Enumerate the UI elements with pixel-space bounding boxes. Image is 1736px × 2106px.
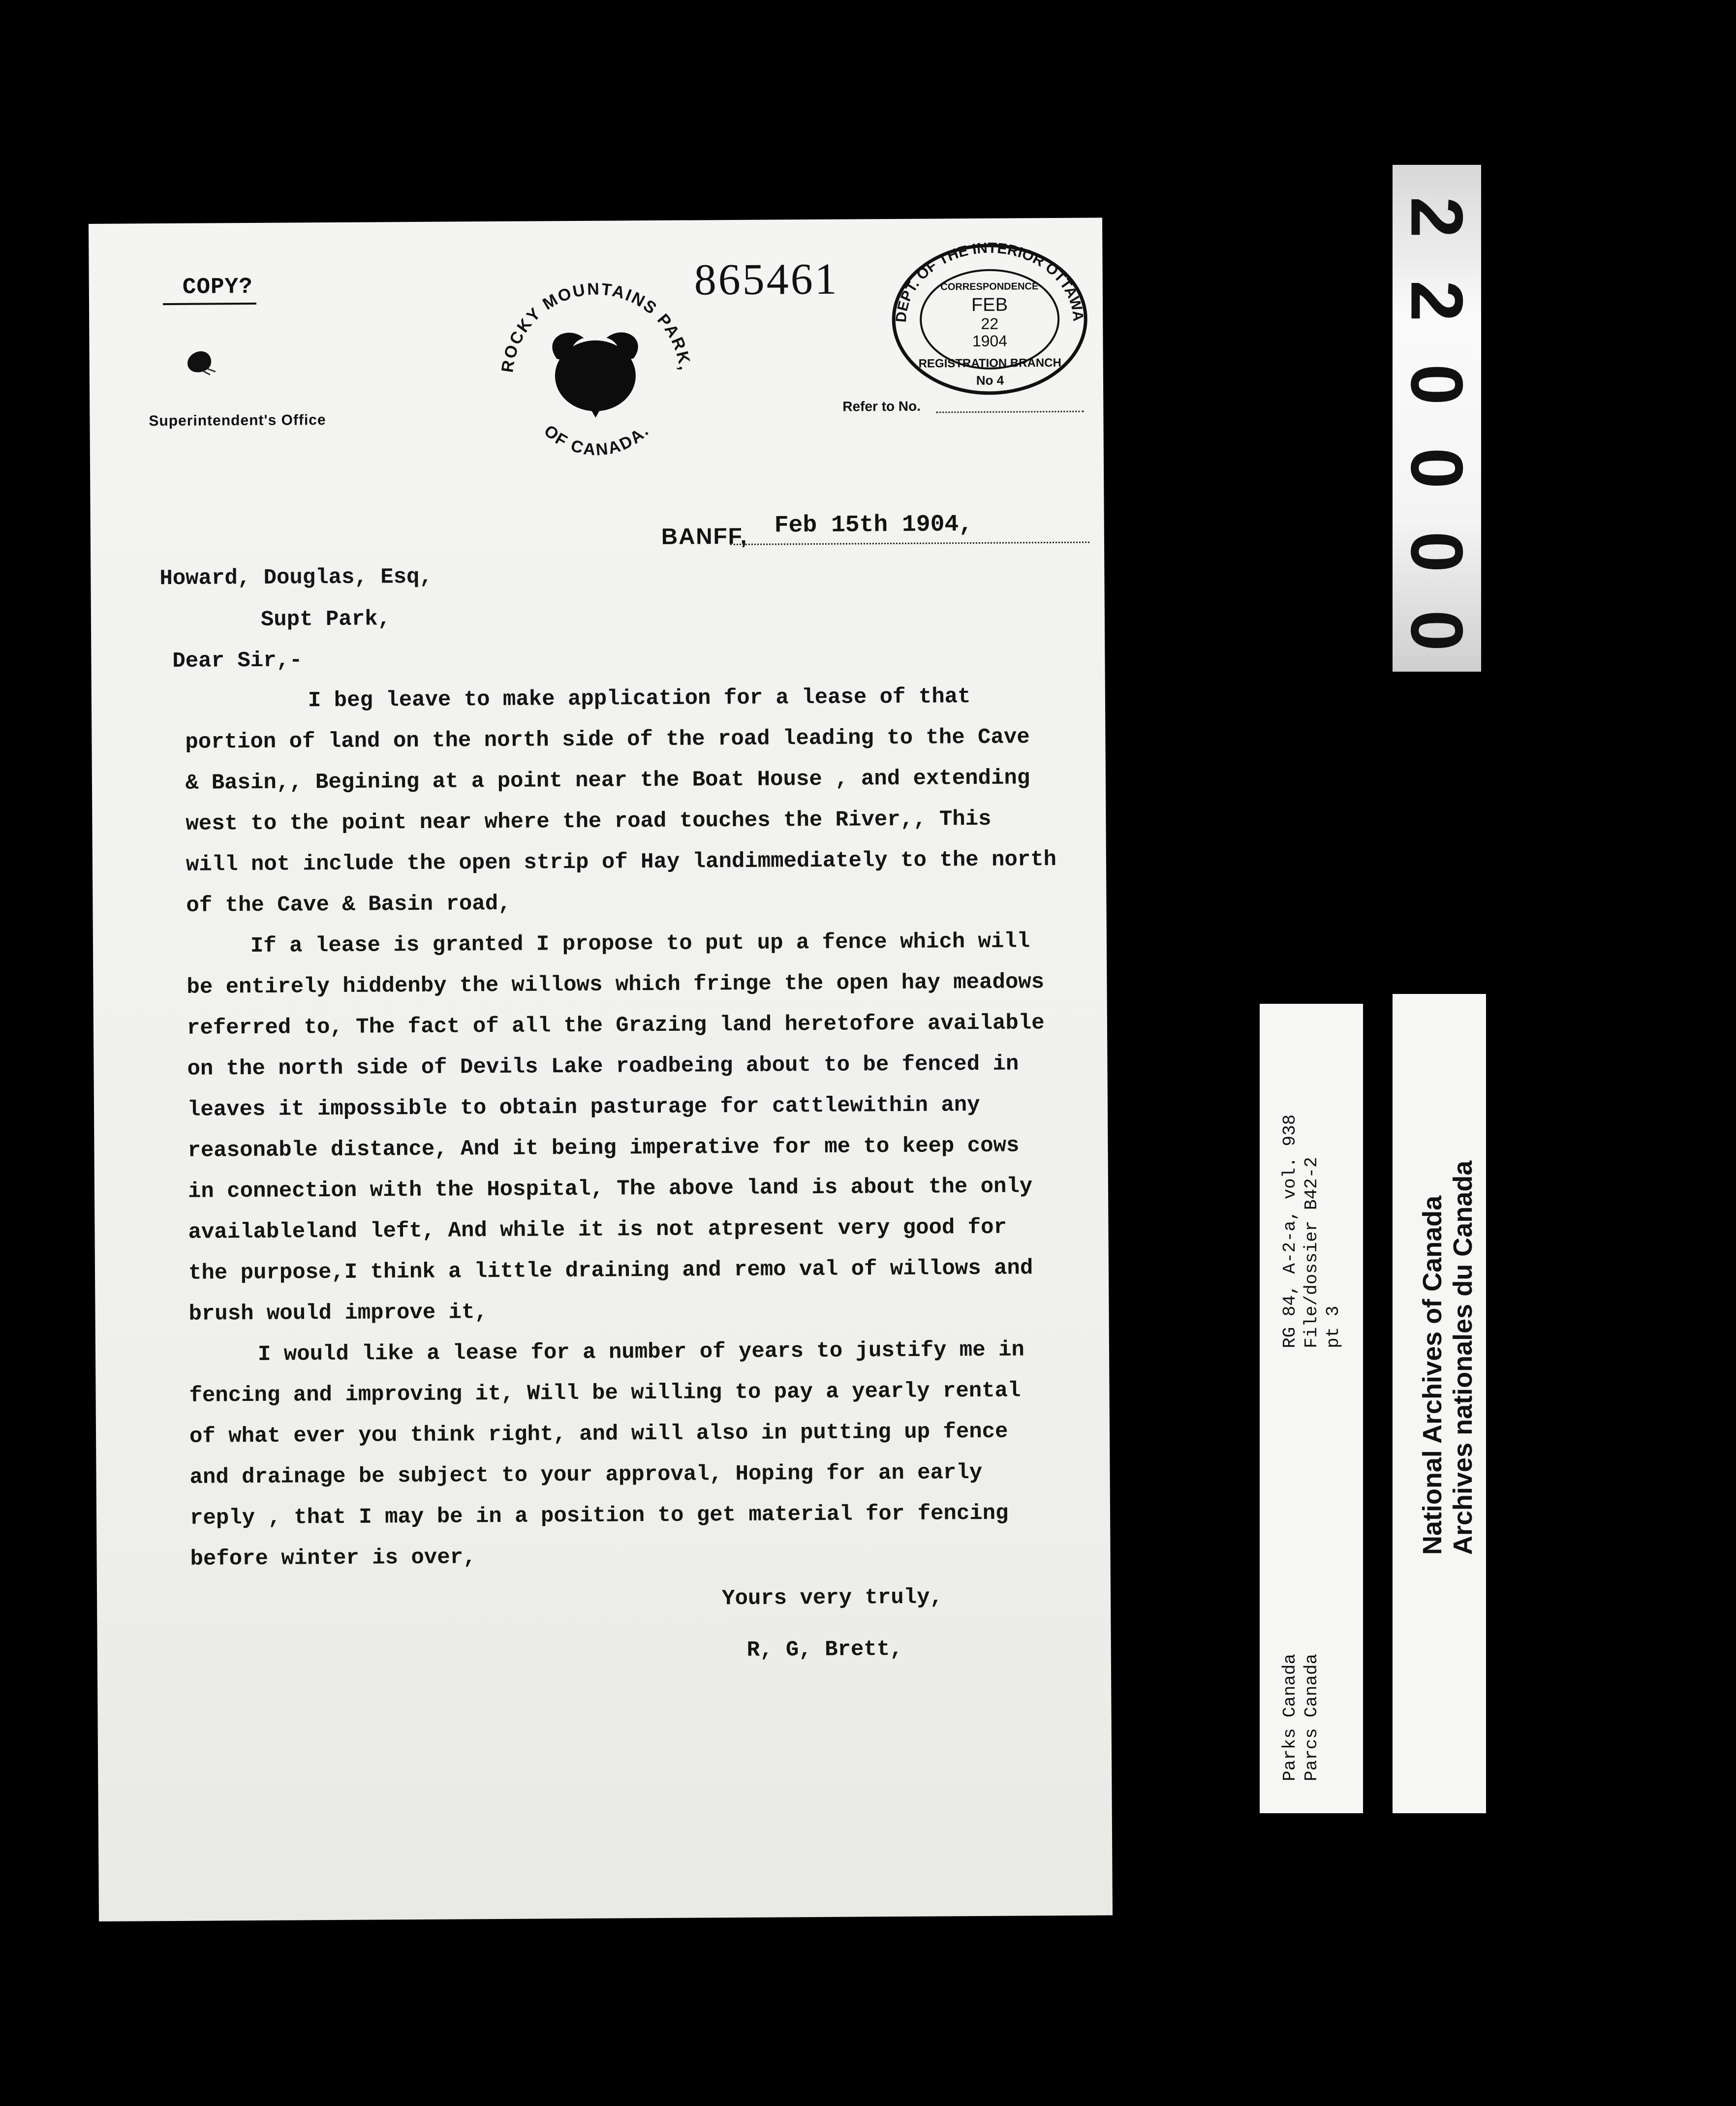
body-line: referred to, The fact of all the Grazing land heretofore available [186,1011,1045,1041]
body-line: leaves it impossible to obtain pasturage for cattlewithin any [187,1092,980,1122]
body-line: be entirely hiddenby the willows which fringe the open hay meadows [186,970,1045,1000]
archive-reference-strip [1260,1004,1363,1813]
body-line: of what ever you think right, and will also in putting up fence [189,1419,1008,1449]
seal-bottom-text: OF CANADA. [540,421,653,460]
signature: R, G, Brett, [746,1637,903,1663]
superintendent-office-label: Superintendent's Office [149,412,326,430]
national-archives-strip [1393,994,1486,1813]
body-line: the purpose,I think a little draining and remo val of willows and [188,1256,1033,1286]
frame-digit: 2 [1395,280,1479,322]
body-line: before winter is over, [190,1545,476,1572]
body-line: & Basin,, Begining at a point near the Boat House , and extending [185,766,1030,796]
address-line-2: Supt Park, [260,607,391,632]
copy-label: COPY? [182,274,253,300]
stamp-number: No 4 [976,372,1004,388]
place-label: BANFF, [661,523,748,549]
frame-digit: 0 [1395,531,1479,573]
stamp-branch: REGISTRATION BRANCH [918,356,1061,371]
stamp-day: 22 [981,314,999,333]
body-line: of the Cave & Basin road, [186,891,511,918]
film-frame-number-strip [1393,165,1481,672]
refer-to-label: Refer to No. [842,398,921,414]
ram-head-icon [552,332,638,418]
body-line: portion of land on the north side of the road leading to the Cave [185,725,1030,755]
address-line-1: Howard, Douglas, Esq, [159,564,433,591]
body-line: fencing and improving it, Will be willing to pay a yearly rental [189,1378,1021,1408]
ref-line-2: File/dossier B42-2 [1302,1157,1322,1348]
parks-canada-en: Parks Canada [1280,1653,1300,1781]
nac-label-fr: Archives nationales du Canada [1448,1160,1478,1555]
body-line: I beg leave to make application for a lease of that [308,684,971,713]
valediction: Yours very truly, [721,1585,943,1611]
frame-digit: 0 [1395,447,1479,489]
nac-label-en: National Archives of Canada [1418,1195,1447,1555]
frame-digit: 0 [1395,364,1479,405]
copy-underline [163,303,256,305]
body-line: brush would improve it, [188,1300,488,1327]
stamp-month: FEB [971,294,1008,316]
rocky-mountains-park-seal [483,279,710,467]
letter-page [89,217,1113,1921]
stamp-year: 1904 [972,332,1008,350]
body-line: west to the point near where the road touches the River,, This [186,806,992,836]
body-line: reply , that I may be in a position to get material for fencing [189,1501,1009,1531]
seal-top-text: ROCKY MOUNTAINS PARK, [498,279,695,374]
stamp-outer-text: DEPT. OF THE INTERIOR OTTAWA [893,240,1086,323]
letter-date: Feb 15th 1904, [774,511,973,539]
body-line: availableland left, And while it is not atpresent very good for [188,1215,1007,1245]
body-line: will not include the open strip of Hay landimmediately to the north [186,847,1057,877]
body-line: I would like a lease for a number of years to justify me in [257,1337,1025,1367]
ink-blot-mark [183,346,217,375]
salutation: Dear Sir,- [172,648,303,674]
ref-line-1: RG 84, A-2-a, vol. 938 [1280,1114,1300,1348]
svg-text:OF CANADA. [540,421,653,460]
ref-line-3: pt 3 [1323,1305,1343,1348]
body-line: in connection with the Hospital, The above land is about the only [187,1174,1033,1204]
registration-stamp [886,238,1093,397]
body-line: on the north side of Devils Lake roadbeing about to be fenced in [187,1052,1019,1082]
body-line: and drainage be subject to your approval, Hoping for an early [189,1460,983,1490]
refer-to-line [936,411,1084,413]
date-line [730,542,1089,545]
stamp-line1: CORRESPONDENCE [940,281,1039,293]
document-number: 865461 [694,254,839,305]
frame-digit: 0 [1395,610,1479,651]
frame-digit: 2 [1395,196,1479,238]
parks-canada-fr: Parcs Canada [1302,1653,1322,1781]
body-line: If a lease is granted I propose to put up a fence which will [250,929,1030,959]
body-line: reasonable distance, And it being imperative for me to keep cows [187,1133,1020,1163]
